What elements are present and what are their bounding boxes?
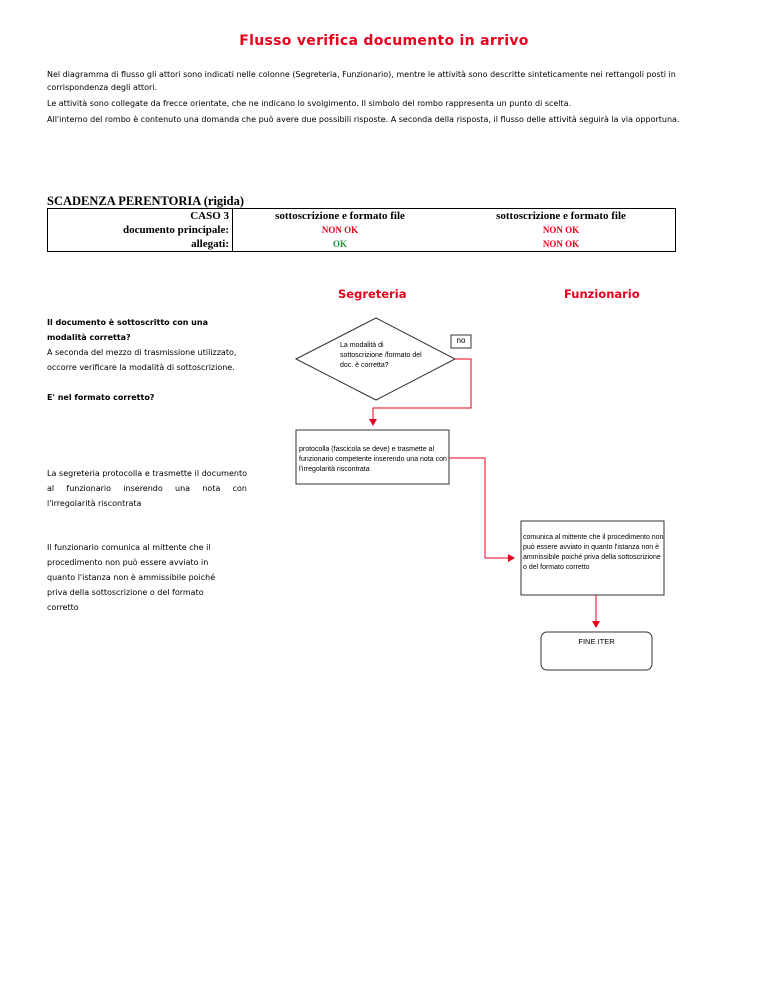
col1-header: sottoscrizione e formato file: [233, 209, 448, 224]
intro-paragraph-2: Le attività sono collegate da frecce orientate, che ne indicano lo svolgimento. Il simbolo del rombo rappresenta un punto di scelta.: [47, 99, 572, 108]
column-header-funzionario: Funzionario: [564, 287, 640, 301]
end-label: FINE ITER: [578, 637, 615, 646]
row-label: documento principale:: [48, 223, 233, 237]
description-step-3: Il funzionario comunica al mittente che il procedimento non può essere avviato in quanto l'istanza non è ammissibile poiché priva della sottoscrizione o del formato corretto: [47, 543, 216, 612]
intro-paragraph-1: Nel diagramma di flusso gli attori sono indicati nelle colonne (Segreteria, Funzionario), mentre le attività sono descritte sinteticamente nei rettangoli posti in corrispondenza degli attori.: [47, 70, 676, 92]
row-main-col1: NON OK: [321, 225, 359, 235]
col2-header: sottoscrizione e formato file: [447, 209, 676, 224]
intro-paragraph-3: All'interno del rombo è contenuto una domanda che può avere due possibili risposte. A seconda della risposta, il flusso delle attività seguirà la via opportuna.: [47, 115, 680, 124]
row-attach-col1: OK: [233, 237, 448, 252]
description-step-2: La segreteria protocolla e trasmette il documento al funzionario inserendo una nota con l'irregolarità riscontrata: [47, 469, 247, 508]
row-label: allegati:: [48, 237, 233, 252]
decision-question: La modalità di sottoscrizione /formato del doc. è corretta?: [340, 342, 422, 369]
page-title: Flusso verifica documento in arrivo: [239, 33, 529, 49]
column-header-segreteria: Segreteria: [338, 287, 407, 301]
arrow-protocolla-to-comunica: [449, 458, 514, 558]
case-label: CASO 3: [48, 209, 233, 224]
description-question-1-text: A seconda del mezzo di trasmissione utilizzato, occorre verificare la modalità di sottoscrizione.: [47, 348, 237, 372]
description-question-2: E' nel formato corretto?: [47, 393, 155, 402]
row-main-col2: NON OK: [447, 223, 676, 237]
process-text-protocolla: protocolla (fascicola se deve) e trasmette al funzionario competente inserendo una nota con l'irregolarità riscontrata: [299, 446, 447, 473]
process-text-comunica: comunica al mittente che il procedimento non può essere avviato in quanto l'istanza non è ammissibile poiché priva della sottoscrizione o del formato corretto: [523, 534, 664, 571]
description-question-1-title: Il documento è sottoscritto con una modalità corretta?: [47, 318, 208, 342]
row-attach-col2: NON OK: [447, 237, 676, 252]
no-label: no: [456, 336, 466, 345]
case-heading: SCADENZA PERENTORIA (rigida): [47, 194, 245, 208]
